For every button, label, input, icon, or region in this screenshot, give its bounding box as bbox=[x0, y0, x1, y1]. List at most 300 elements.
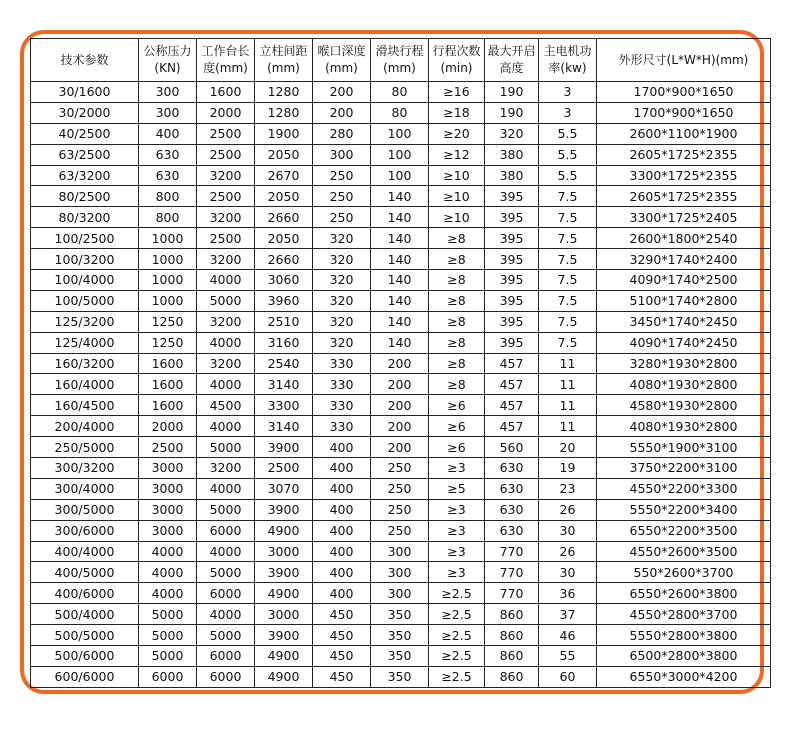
table-cell: ≥16 bbox=[429, 82, 485, 103]
table-cell: 140 bbox=[371, 332, 429, 353]
table-cell: 400 bbox=[313, 562, 371, 583]
table-cell: 5000 bbox=[139, 604, 197, 625]
table-cell: ≥12 bbox=[429, 144, 485, 165]
table-row bbox=[31, 520, 771, 541]
table-cell: 250/5000 bbox=[31, 437, 139, 458]
table-cell: 2000 bbox=[139, 416, 197, 437]
table-cell: 380 bbox=[485, 165, 539, 186]
table-cell: 860 bbox=[485, 666, 539, 687]
table-cell: 3300*1725*2405 bbox=[597, 207, 771, 228]
table-cell: 860 bbox=[485, 625, 539, 646]
table-cell: 395 bbox=[485, 249, 539, 270]
table-row bbox=[31, 395, 771, 416]
table-cell: 4080*1930*2800 bbox=[597, 374, 771, 395]
table-cell: 2605*1725*2355 bbox=[597, 186, 771, 207]
table-cell: 4900 bbox=[255, 666, 313, 687]
table-cell: 250 bbox=[313, 165, 371, 186]
table-cell: 280 bbox=[313, 123, 371, 144]
table-row bbox=[31, 332, 771, 353]
table-cell: 2600*1800*2540 bbox=[597, 228, 771, 249]
table-cell: 2050 bbox=[255, 228, 313, 249]
table-cell: 4900 bbox=[255, 520, 313, 541]
table-cell: 140 bbox=[371, 249, 429, 270]
table-cell: 11 bbox=[539, 353, 597, 374]
table-cell: 55 bbox=[539, 646, 597, 667]
table-cell: 4550*2600*3500 bbox=[597, 541, 771, 562]
table-cell: 3750*2200*3100 bbox=[597, 458, 771, 479]
table-cell: 4900 bbox=[255, 583, 313, 604]
table-header bbox=[31, 39, 771, 82]
table-cell: 140 bbox=[371, 290, 429, 311]
table-cell: 350 bbox=[371, 646, 429, 667]
table-cell: 300 bbox=[371, 562, 429, 583]
table-cell: 2500 bbox=[197, 186, 255, 207]
table-cell: 4000 bbox=[139, 583, 197, 604]
table-cell: 5000 bbox=[197, 562, 255, 583]
table-cell: 100/2500 bbox=[31, 228, 139, 249]
table-cell: 800 bbox=[139, 186, 197, 207]
header-line: 度(mm) bbox=[203, 61, 248, 75]
table-cell: 500/4000 bbox=[31, 604, 139, 625]
table-cell: 2540 bbox=[255, 353, 313, 374]
table-cell: 4000 bbox=[197, 270, 255, 291]
table-cell: 300 bbox=[139, 82, 197, 103]
table-cell: 3900 bbox=[255, 499, 313, 520]
table-row bbox=[31, 228, 771, 249]
table-row bbox=[31, 186, 771, 207]
table-cell: 457 bbox=[485, 395, 539, 416]
table-row bbox=[31, 165, 771, 186]
table-cell: 330 bbox=[313, 416, 371, 437]
table-cell: 5000 bbox=[197, 625, 255, 646]
table-cell: 630 bbox=[485, 499, 539, 520]
table-cell: 3200 bbox=[197, 207, 255, 228]
table-cell: 140 bbox=[371, 186, 429, 207]
table-cell: 3300*1725*2355 bbox=[597, 165, 771, 186]
table-cell: 80/3200 bbox=[31, 207, 139, 228]
table-cell: 7.5 bbox=[539, 249, 597, 270]
table-cell: 320 bbox=[313, 270, 371, 291]
header-cell bbox=[313, 39, 371, 82]
table-cell: 320 bbox=[313, 290, 371, 311]
table-cell: 6000 bbox=[197, 646, 255, 667]
table-cell: 4080*1930*2800 bbox=[597, 416, 771, 437]
table-cell: 1000 bbox=[139, 270, 197, 291]
header-cell bbox=[429, 39, 485, 82]
header-line: 主电机功 bbox=[543, 44, 592, 58]
table-cell: 2050 bbox=[255, 186, 313, 207]
table-cell: 250 bbox=[313, 186, 371, 207]
table-cell: 320 bbox=[313, 228, 371, 249]
table-cell: 300/5000 bbox=[31, 499, 139, 520]
table-cell: 30/1600 bbox=[31, 82, 139, 103]
table-cell: 3450*1740*2450 bbox=[597, 311, 771, 332]
table-cell: 6000 bbox=[197, 583, 255, 604]
table-row bbox=[31, 437, 771, 458]
table-cell: 5000 bbox=[197, 290, 255, 311]
table-cell: 200 bbox=[371, 374, 429, 395]
header-line: (mm) bbox=[383, 61, 416, 75]
table-cell: 1700*900*1650 bbox=[597, 102, 771, 123]
table-cell: 1900 bbox=[255, 123, 313, 144]
table-cell: 5000 bbox=[197, 437, 255, 458]
spec-table bbox=[30, 38, 771, 688]
table-cell: ≥8 bbox=[429, 353, 485, 374]
header-line: 外形尺寸(L*W*H)(mm) bbox=[618, 52, 749, 67]
table-cell: 6000 bbox=[139, 666, 197, 687]
table-cell: 300 bbox=[139, 102, 197, 123]
table-cell: 3200 bbox=[197, 165, 255, 186]
table-row bbox=[31, 666, 771, 687]
table-cell: 457 bbox=[485, 353, 539, 374]
table-cell: 400 bbox=[313, 478, 371, 499]
table-cell: ≥3 bbox=[429, 520, 485, 541]
table-cell: ≥2.5 bbox=[429, 666, 485, 687]
table-row bbox=[31, 416, 771, 437]
table-cell: 500/6000 bbox=[31, 646, 139, 667]
table-cell: 1250 bbox=[139, 332, 197, 353]
header-cell bbox=[197, 39, 255, 82]
table-cell: 3200 bbox=[197, 458, 255, 479]
table-cell: 3000 bbox=[255, 604, 313, 625]
table-cell: 160/4500 bbox=[31, 395, 139, 416]
table-cell: 457 bbox=[485, 416, 539, 437]
table-cell: 5.5 bbox=[539, 165, 597, 186]
table-cell: 4000 bbox=[197, 478, 255, 499]
table-cell: 5550*2800*3800 bbox=[597, 625, 771, 646]
table-cell: 3200 bbox=[197, 353, 255, 374]
table-cell: 1600 bbox=[197, 82, 255, 103]
table-cell: 6000 bbox=[197, 520, 255, 541]
header-line: 高度 bbox=[499, 61, 524, 75]
table-cell: 300/4000 bbox=[31, 478, 139, 499]
table-body bbox=[31, 82, 771, 688]
table-cell: 250 bbox=[371, 478, 429, 499]
table-cell: ≥18 bbox=[429, 102, 485, 123]
table-cell: 2500 bbox=[197, 228, 255, 249]
table-cell: 350 bbox=[371, 625, 429, 646]
table-cell: 4000 bbox=[139, 562, 197, 583]
table-cell: 30 bbox=[539, 562, 597, 583]
table-cell: 125/4000 bbox=[31, 332, 139, 353]
table-cell: 400 bbox=[313, 458, 371, 479]
table-cell: 400 bbox=[313, 541, 371, 562]
table-row bbox=[31, 562, 771, 583]
table-cell: ≥2.5 bbox=[429, 583, 485, 604]
table-cell: 2605*1725*2355 bbox=[597, 144, 771, 165]
header-line: 立柱间距 bbox=[259, 44, 308, 58]
table-cell: 200/4000 bbox=[31, 416, 139, 437]
table-cell: 250 bbox=[371, 520, 429, 541]
table-cell: 600/6000 bbox=[31, 666, 139, 687]
table-cell: 457 bbox=[485, 374, 539, 395]
table-cell: 250 bbox=[371, 499, 429, 520]
table-cell: ≥8 bbox=[429, 228, 485, 249]
table-row bbox=[31, 458, 771, 479]
table-cell: 3900 bbox=[255, 562, 313, 583]
header-cell bbox=[371, 39, 429, 82]
table-cell: 2500 bbox=[139, 437, 197, 458]
table-cell: 500/5000 bbox=[31, 625, 139, 646]
table-cell: 300/3200 bbox=[31, 458, 139, 479]
table-row bbox=[31, 625, 771, 646]
table-cell: ≥8 bbox=[429, 374, 485, 395]
table-cell: 350 bbox=[371, 604, 429, 625]
table-cell: 2660 bbox=[255, 249, 313, 270]
table-cell: 2500 bbox=[197, 123, 255, 144]
table-cell: 3900 bbox=[255, 437, 313, 458]
header-line: (mm) bbox=[325, 61, 358, 75]
table-cell: 4000 bbox=[197, 416, 255, 437]
table-cell: 7.5 bbox=[539, 270, 597, 291]
table-cell: 3 bbox=[539, 102, 597, 123]
table-cell: 5.5 bbox=[539, 144, 597, 165]
table-cell: 400/6000 bbox=[31, 583, 139, 604]
table-cell: 320 bbox=[313, 249, 371, 270]
table-cell: 2500 bbox=[255, 458, 313, 479]
table-cell: 7.5 bbox=[539, 207, 597, 228]
table-cell: 80 bbox=[371, 82, 429, 103]
header-line: 行程次数 bbox=[432, 44, 481, 58]
table-cell: ≥6 bbox=[429, 395, 485, 416]
table-cell: 5550*1900*3100 bbox=[597, 437, 771, 458]
table-cell: 380 bbox=[485, 144, 539, 165]
header-line: 滑块行程 bbox=[375, 44, 424, 58]
table-cell: 160/3200 bbox=[31, 353, 139, 374]
table-cell: 330 bbox=[313, 395, 371, 416]
table-cell: 800 bbox=[139, 207, 197, 228]
table-cell: 100/3200 bbox=[31, 249, 139, 270]
table-cell: 200 bbox=[313, 82, 371, 103]
table-cell: 7.5 bbox=[539, 228, 597, 249]
table-cell: 300 bbox=[313, 144, 371, 165]
table-cell: 630 bbox=[485, 458, 539, 479]
table-cell: 3070 bbox=[255, 478, 313, 499]
table-cell: 200 bbox=[313, 102, 371, 123]
table-cell: 350 bbox=[371, 666, 429, 687]
table-cell: 630 bbox=[485, 520, 539, 541]
table-cell: 1000 bbox=[139, 228, 197, 249]
table-row bbox=[31, 144, 771, 165]
table-row bbox=[31, 478, 771, 499]
table-row bbox=[31, 82, 771, 103]
table-cell: 300 bbox=[371, 583, 429, 604]
table-cell: 4000 bbox=[197, 541, 255, 562]
header-row bbox=[31, 39, 771, 82]
table-cell: 4000 bbox=[197, 374, 255, 395]
table-cell: 3300 bbox=[255, 395, 313, 416]
table-cell: 400/4000 bbox=[31, 541, 139, 562]
table-cell: 770 bbox=[485, 562, 539, 583]
table-cell: 3280*1930*2800 bbox=[597, 353, 771, 374]
table-cell: ≥6 bbox=[429, 416, 485, 437]
table-cell: 300/6000 bbox=[31, 520, 139, 541]
table-row bbox=[31, 123, 771, 144]
table-cell: 450 bbox=[313, 604, 371, 625]
table-cell: 140 bbox=[371, 207, 429, 228]
table-cell: 100/4000 bbox=[31, 270, 139, 291]
table-cell: 7.5 bbox=[539, 311, 597, 332]
table-cell: 3140 bbox=[255, 416, 313, 437]
table-cell: 37 bbox=[539, 604, 597, 625]
table-cell: 400 bbox=[313, 437, 371, 458]
table-cell: 395 bbox=[485, 270, 539, 291]
table-cell: 1280 bbox=[255, 82, 313, 103]
table-cell: 6000 bbox=[197, 666, 255, 687]
table-cell: 4550*2200*3300 bbox=[597, 478, 771, 499]
table-cell: 200 bbox=[371, 353, 429, 374]
table-cell: 400 bbox=[313, 499, 371, 520]
table-cell: ≥8 bbox=[429, 311, 485, 332]
table-cell: 2500 bbox=[197, 144, 255, 165]
table-cell: 100 bbox=[371, 123, 429, 144]
table-cell: ≥8 bbox=[429, 332, 485, 353]
table-cell: 320 bbox=[313, 311, 371, 332]
table-cell: 140 bbox=[371, 270, 429, 291]
table-cell: ≥8 bbox=[429, 249, 485, 270]
table-row bbox=[31, 499, 771, 520]
table-row bbox=[31, 249, 771, 270]
header-cell bbox=[139, 39, 197, 82]
header-line: 率(kw) bbox=[548, 61, 587, 75]
table-row bbox=[31, 290, 771, 311]
table-cell: 140 bbox=[371, 311, 429, 332]
table-cell: 770 bbox=[485, 583, 539, 604]
table-row bbox=[31, 646, 771, 667]
table-cell: ≥3 bbox=[429, 541, 485, 562]
table-cell: 30/2000 bbox=[31, 102, 139, 123]
table-row bbox=[31, 270, 771, 291]
table-cell: 2510 bbox=[255, 311, 313, 332]
table-cell: 3200 bbox=[197, 311, 255, 332]
table-cell: ≥6 bbox=[429, 437, 485, 458]
header-cell bbox=[255, 39, 313, 82]
table-row bbox=[31, 604, 771, 625]
table-cell: 4550*2800*3700 bbox=[597, 604, 771, 625]
table-cell: 450 bbox=[313, 625, 371, 646]
table-cell: 100 bbox=[371, 165, 429, 186]
table-cell: ≥8 bbox=[429, 290, 485, 311]
table-cell: 40/2500 bbox=[31, 123, 139, 144]
table-cell: 36 bbox=[539, 583, 597, 604]
table-cell: 7.5 bbox=[539, 332, 597, 353]
table-row bbox=[31, 541, 771, 562]
table-cell: 450 bbox=[313, 666, 371, 687]
table-cell: 60 bbox=[539, 666, 597, 687]
table-cell: 1600 bbox=[139, 353, 197, 374]
table-cell: 2670 bbox=[255, 165, 313, 186]
table-cell: 3160 bbox=[255, 332, 313, 353]
table-cell: 320 bbox=[485, 123, 539, 144]
table-cell: 200 bbox=[371, 416, 429, 437]
table-cell: 450 bbox=[313, 646, 371, 667]
table-cell: 330 bbox=[313, 374, 371, 395]
table-cell: 2660 bbox=[255, 207, 313, 228]
table-cell: 1000 bbox=[139, 290, 197, 311]
table-cell: 6550*3000*4200 bbox=[597, 666, 771, 687]
table-cell: 400 bbox=[313, 520, 371, 541]
table-row bbox=[31, 311, 771, 332]
table-cell: 5000 bbox=[197, 499, 255, 520]
table-cell: 860 bbox=[485, 646, 539, 667]
table-cell: 395 bbox=[485, 186, 539, 207]
table-cell: ≥10 bbox=[429, 186, 485, 207]
table-cell: 3900 bbox=[255, 625, 313, 646]
table-cell: 3000 bbox=[139, 478, 197, 499]
table-cell: 250 bbox=[371, 458, 429, 479]
table-cell: 125/3200 bbox=[31, 311, 139, 332]
table-cell: 5550*2200*3400 bbox=[597, 499, 771, 520]
table-cell: 330 bbox=[313, 353, 371, 374]
table-cell: 5.5 bbox=[539, 123, 597, 144]
table-cell: 4900 bbox=[255, 646, 313, 667]
header-line: 工作台长 bbox=[201, 44, 250, 58]
table-cell: 63/3200 bbox=[31, 165, 139, 186]
table-cell: 200 bbox=[371, 437, 429, 458]
table-cell: 80/2500 bbox=[31, 186, 139, 207]
table-cell: 6550*2600*3800 bbox=[597, 583, 771, 604]
table-cell: 2000 bbox=[197, 102, 255, 123]
table-cell: 3000 bbox=[139, 520, 197, 541]
table-cell: 400 bbox=[313, 583, 371, 604]
table-cell: 11 bbox=[539, 395, 597, 416]
table-cell: 5000 bbox=[139, 625, 197, 646]
table-cell: 63/2500 bbox=[31, 144, 139, 165]
table-cell: ≥10 bbox=[429, 165, 485, 186]
table-cell: 300 bbox=[371, 541, 429, 562]
table-cell: 4000 bbox=[139, 541, 197, 562]
table-cell: 20 bbox=[539, 437, 597, 458]
header-cell bbox=[539, 39, 597, 82]
table-cell: 3140 bbox=[255, 374, 313, 395]
table-cell: 11 bbox=[539, 374, 597, 395]
table-cell: 250 bbox=[313, 207, 371, 228]
header-line: (min) bbox=[440, 61, 473, 75]
table-cell: 3 bbox=[539, 82, 597, 103]
table-cell: 630 bbox=[485, 478, 539, 499]
table-cell: 400/5000 bbox=[31, 562, 139, 583]
header-line: 喉口深度 bbox=[317, 44, 366, 58]
table-cell: 395 bbox=[485, 228, 539, 249]
table-cell: 7.5 bbox=[539, 290, 597, 311]
header-line: 技术参数 bbox=[60, 52, 109, 67]
table-cell: 19 bbox=[539, 458, 597, 479]
header-cell bbox=[485, 39, 539, 82]
table-cell: 630 bbox=[139, 144, 197, 165]
table-cell: 2600*1100*1900 bbox=[597, 123, 771, 144]
table-cell: 4000 bbox=[197, 332, 255, 353]
table-cell: ≥2.5 bbox=[429, 646, 485, 667]
table-cell: 3290*1740*2400 bbox=[597, 249, 771, 270]
table-cell: 4090*1740*2450 bbox=[597, 332, 771, 353]
header-line: 公称压力 bbox=[143, 44, 192, 58]
table-cell: 3000 bbox=[255, 541, 313, 562]
table-cell: 26 bbox=[539, 541, 597, 562]
table-cell: 200 bbox=[371, 395, 429, 416]
table-row bbox=[31, 583, 771, 604]
table-cell: 46 bbox=[539, 625, 597, 646]
table-cell: 3060 bbox=[255, 270, 313, 291]
table-cell: 3960 bbox=[255, 290, 313, 311]
table-cell: ≥3 bbox=[429, 562, 485, 583]
table-cell: 860 bbox=[485, 604, 539, 625]
table-cell: 770 bbox=[485, 541, 539, 562]
table-cell: 11 bbox=[539, 416, 597, 437]
table-cell: ≥2.5 bbox=[429, 604, 485, 625]
table-row bbox=[31, 353, 771, 374]
table-cell: 4000 bbox=[197, 604, 255, 625]
table-cell: ≥10 bbox=[429, 207, 485, 228]
